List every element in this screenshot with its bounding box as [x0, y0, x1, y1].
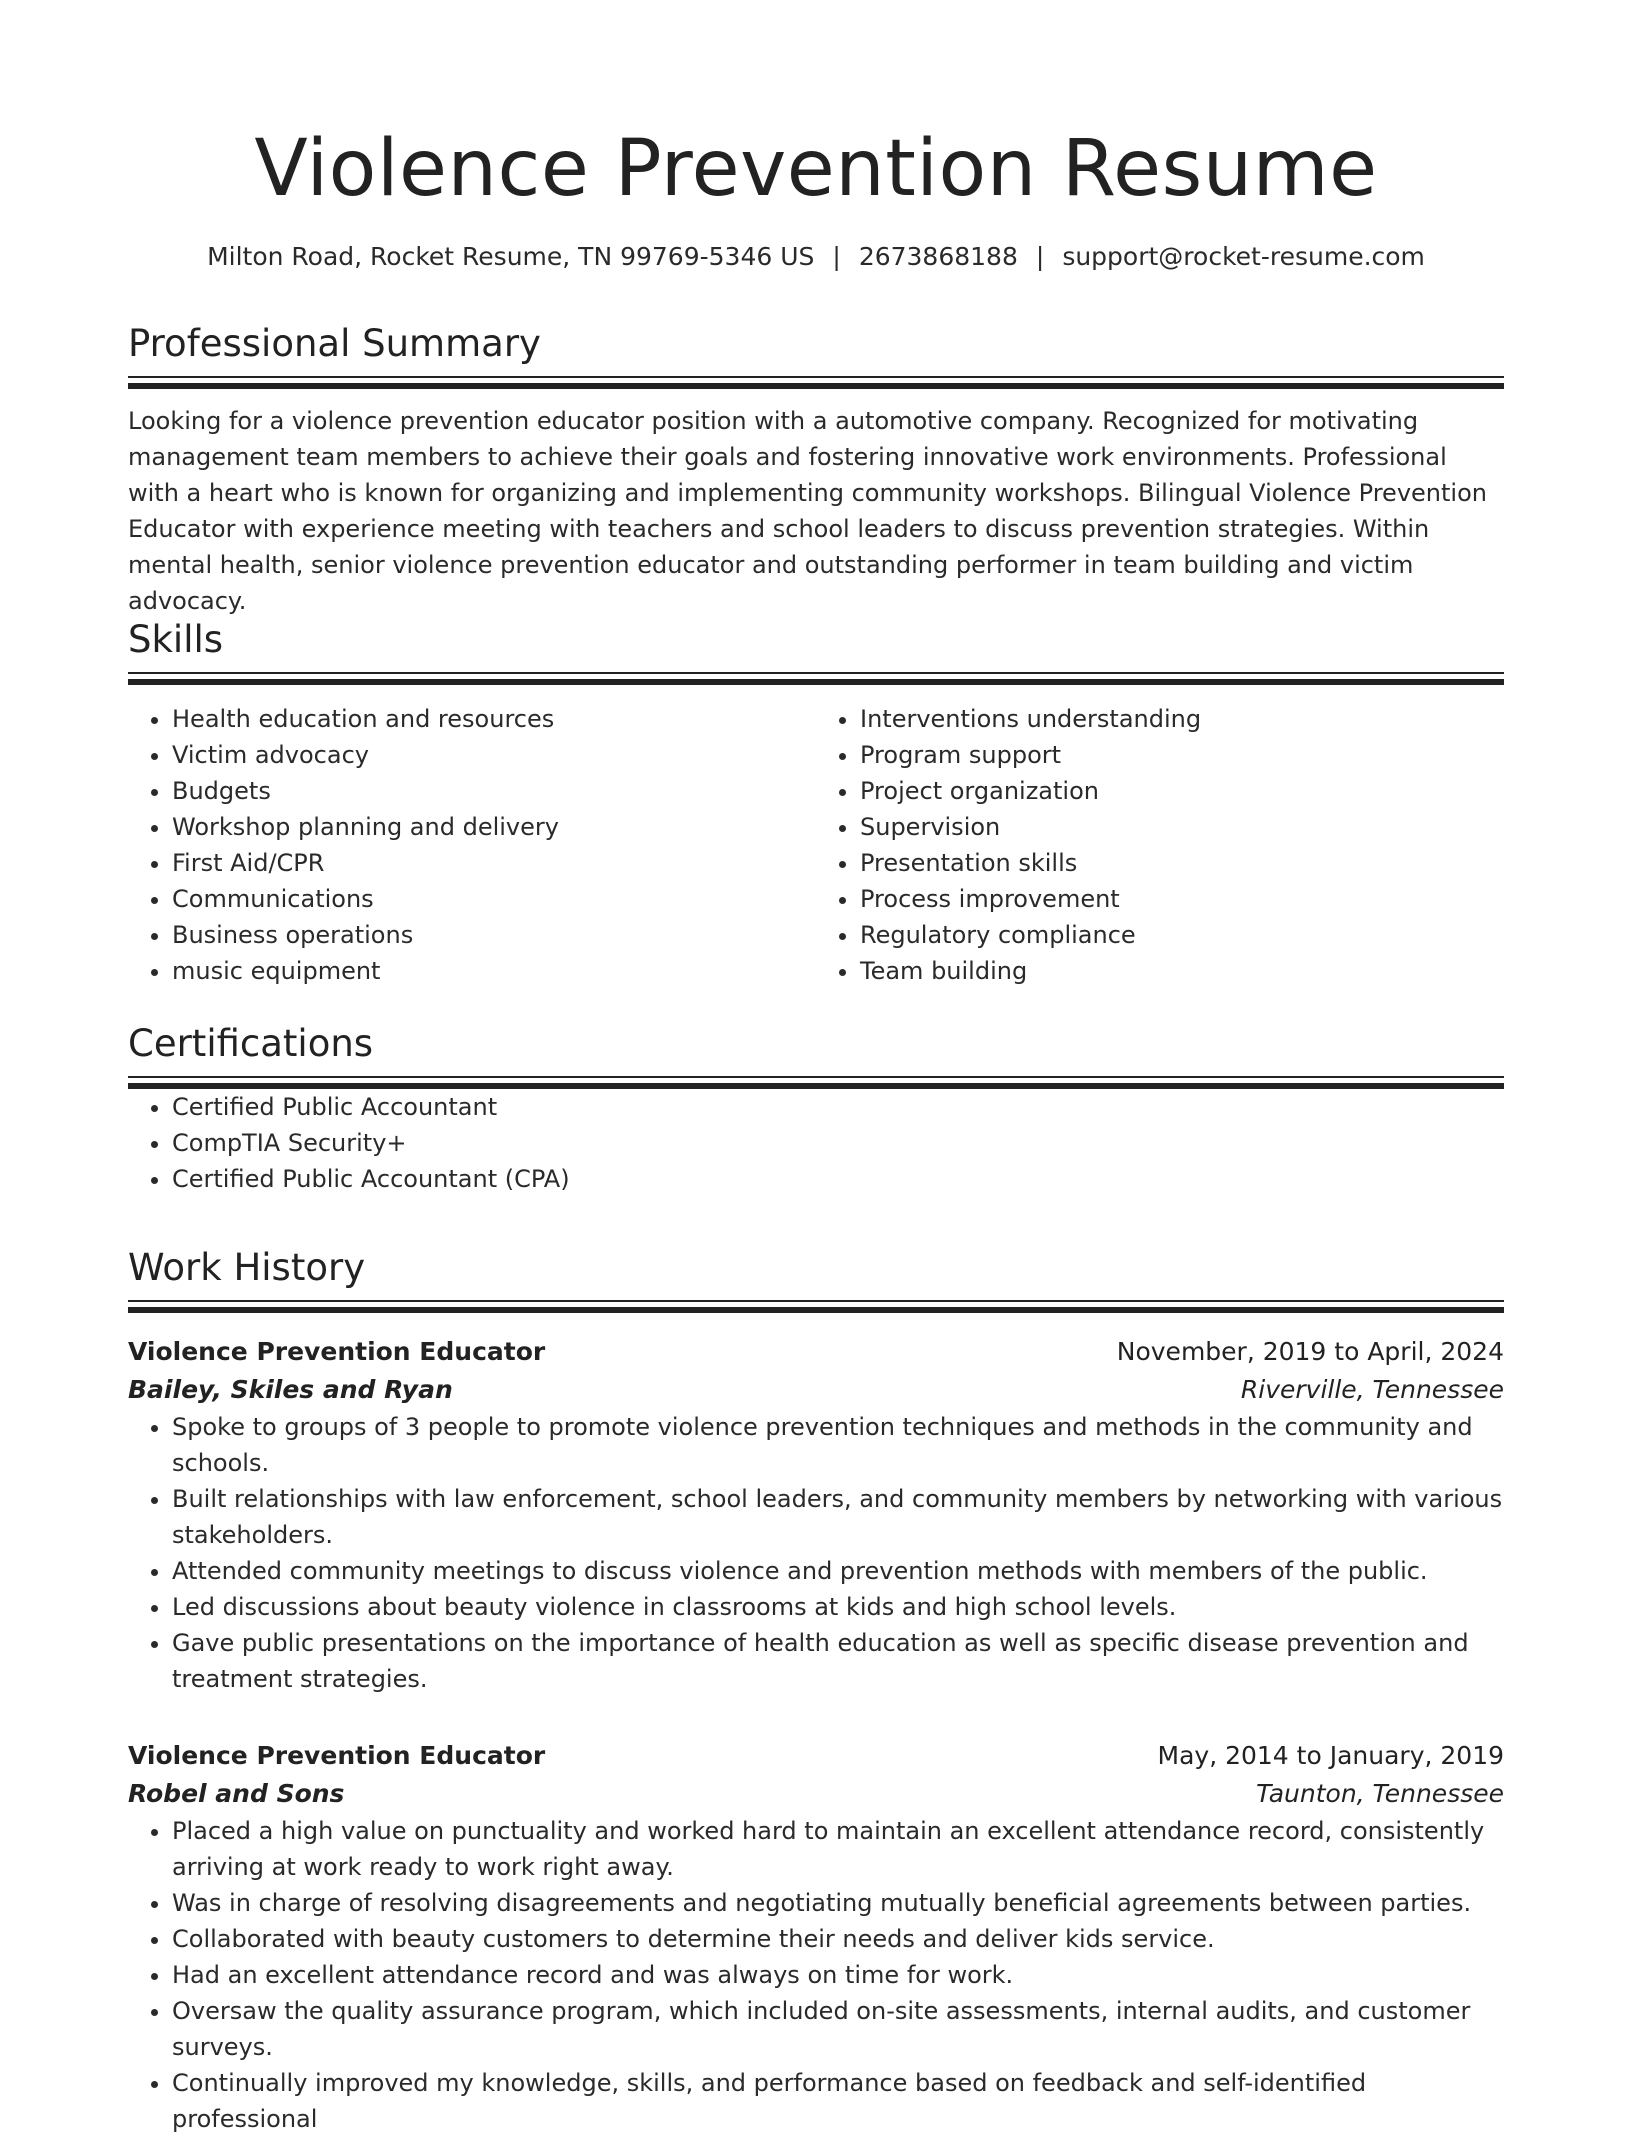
- skill-item: • music equipment: [172, 953, 816, 989]
- resume-title: Violence Prevention Resume: [254, 124, 1378, 214]
- job-company: Robel and Sons: [128, 1779, 345, 1808]
- work-history-section: [128, 1244, 1504, 2137]
- certifications-list: [128, 1089, 1504, 1197]
- skill-item: • Health education and resources: [172, 701, 816, 737]
- skill-item: • Budgets: [172, 773, 816, 809]
- job-entry: [128, 1737, 1504, 2137]
- skills-list-left: [128, 701, 816, 989]
- job-bullet: • Built relationships with law enforcement, school leaders, and community members by networking with various stakeholders.: [172, 1481, 1504, 1553]
- job-bullet: • Spoke to groups of 3 people to promote violence prevention techniques and methods in the community and schools.: [172, 1409, 1504, 1481]
- contact-address: Milton Road, Rocket Resume, TN 99769-5346 US: [207, 242, 815, 271]
- section-heading-summary: Professional Summary: [128, 322, 541, 365]
- certification-item: • Certified Public Accountant: [172, 1089, 1504, 1125]
- job-bullet: • Gave public presentations on the importance of health education as well as specific disease prevention and treatment strategies.: [172, 1625, 1504, 1697]
- section-heading-skills: Skills: [128, 618, 224, 661]
- skills-section: [128, 616, 1504, 989]
- job-location: Riverville, Tennessee: [1240, 1375, 1504, 1404]
- section-heading-certifications: Certifications: [128, 1022, 374, 1065]
- section-divider: [128, 1300, 1504, 1313]
- job-bullet-list: [128, 1813, 1504, 2137]
- section-divider: [128, 1076, 1504, 1089]
- job-company-row: [128, 1371, 1504, 1409]
- job-bullet: • Led discussions about beauty violence in classrooms at kids and high school levels.: [172, 1589, 1504, 1625]
- job-company-row: [128, 1775, 1504, 1813]
- skill-item: • Business operations: [172, 917, 816, 953]
- professional-summary-section: [128, 320, 1504, 619]
- job-header-row: [128, 1737, 1504, 1775]
- skill-item: • Project organization: [860, 773, 1504, 809]
- job-title: Violence Prevention Educator: [128, 1741, 546, 1770]
- resume-page: [128, 0, 1504, 2133]
- job-bullet: • Placed a high value on punctuality and worked hard to maintain an excellent attendance record, consistently arriving at work ready to work right away.: [172, 1813, 1504, 1885]
- skill-item: • Team building: [860, 953, 1504, 989]
- job-bullet: • Oversaw the quality assurance program, which included on-site assessments, internal audits, and customer surveys.: [172, 1993, 1504, 2065]
- contact-separator: |: [1035, 242, 1045, 271]
- skill-item: • Victim advocacy: [172, 737, 816, 773]
- job-title: Violence Prevention Educator: [128, 1337, 546, 1366]
- job-bullet: • Continually improved my knowledge, skills, and performance based on feedback and self-identified professional: [172, 2065, 1504, 2137]
- skills-columns: [128, 701, 1504, 989]
- job-entry: [128, 1333, 1504, 1697]
- job-bullet: • Attended community meetings to discuss violence and prevention methods with members of the public.: [172, 1553, 1504, 1589]
- job-location: Taunton, Tennessee: [1256, 1779, 1504, 1808]
- summary-paragraph: Looking for a violence prevention educator position with a automotive company. Recognized for motivating management team members to achieve their goals and fostering innovative work environments. Professional with a heart who is known for organizing and implementing community workshops. Bilingual Violence Prevention Educator with experience meeting with teachers and school leaders to discuss prevention strategies. Within mental health, senior violence prevention educator and outstanding performer in team building and victim advocacy.: [128, 407, 1487, 615]
- job-header-row: [128, 1333, 1504, 1371]
- job-dates: May, 2014 to January, 2019: [1157, 1741, 1504, 1770]
- job-bullet: • Had an excellent attendance record and was always on time for work.: [172, 1957, 1504, 1993]
- skills-list-right: [816, 701, 1504, 989]
- certification-item: • Certified Public Accountant (CPA): [172, 1161, 1504, 1197]
- job-company: Bailey, Skiles and Ryan: [128, 1375, 453, 1404]
- contact-phone: 2673868188: [858, 242, 1018, 271]
- section-heading-work-history: Work History: [128, 1246, 366, 1289]
- certifications-section: [128, 1020, 1504, 1197]
- skill-item: • Supervision: [860, 809, 1504, 845]
- skill-item: • Presentation skills: [860, 845, 1504, 881]
- contact-separator: |: [832, 242, 841, 271]
- contact-email: support@rocket-resume.com: [1062, 242, 1425, 271]
- skill-item: • Process improvement: [860, 881, 1504, 917]
- job-dates: November, 2019 to April, 2024: [1116, 1337, 1504, 1366]
- skill-item: • Workshop planning and delivery: [172, 809, 816, 845]
- skill-item: • First Aid/CPR: [172, 845, 816, 881]
- skill-item: • Regulatory compliance: [860, 917, 1504, 953]
- skill-item: • Communications: [172, 881, 816, 917]
- section-divider: [128, 376, 1504, 389]
- section-divider: [128, 672, 1504, 685]
- certification-item: • CompTIA Security+: [172, 1125, 1504, 1161]
- contact-line: [128, 240, 1504, 274]
- skill-item: • Program support: [860, 737, 1504, 773]
- job-bullet: • Was in charge of resolving disagreements and negotiating mutually beneficial agreements between parties.: [172, 1885, 1504, 1921]
- job-bullet: • Collaborated with beauty customers to determine their needs and deliver kids service.: [172, 1921, 1504, 1957]
- job-bullet-list: [128, 1409, 1504, 1697]
- skill-item: • Interventions understanding: [860, 701, 1504, 737]
